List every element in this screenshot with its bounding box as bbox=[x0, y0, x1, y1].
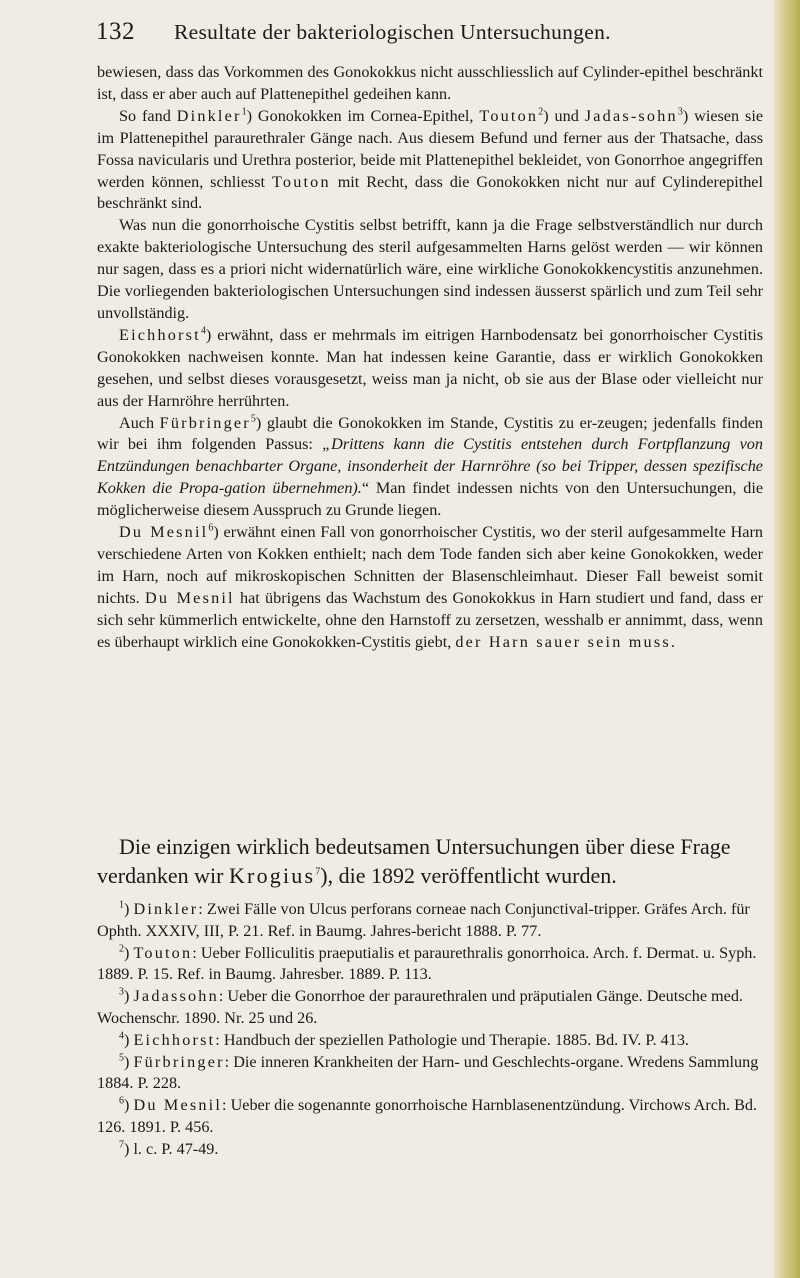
text-run: ) Gonokokken im Cornea-Epithel, bbox=[246, 106, 480, 125]
footnote: $^4$) Eichhorst: Handbuch der speziellen Pathologie und Therapie. 1885. Bd. IV. P. 413. bbox=[119, 1030, 689, 1049]
footnote-author: Eichhorst bbox=[133, 1030, 216, 1049]
page-header bbox=[96, 18, 696, 50]
footnote: $^5$) Fürbringer: Die inneren Krankheiten der Harn- und Geschlechts-organe. Wredens Sammlung 1884. P. 228. bbox=[97, 1052, 759, 1093]
footnote-mark: 2 bbox=[119, 943, 124, 955]
footnote: $^2$) Touton: Ueber Folliculitis praeputialis et paraurethralis gonorrhoica. Arch. f. Dermat. u. Syph. 1889. P. 15. Ref. in Baumg. Jahresber. 1889. P. 113. bbox=[97, 943, 757, 984]
footnote-text: : Ueber Folliculitis praeputialis et paraurethralis gonorrhoica. Arch. f. Dermat. u. Syph. 1889. P. 15. Ref. in Baumg. Jahresber. 1889. P. 113. bbox=[97, 943, 757, 984]
text-run: . bbox=[670, 632, 675, 651]
text-run: ) glaubt die Gonokokken im Stande, Cystitis zu er-zeugen; jedenfalls finden wir bei ihm folgenden Passus: bbox=[97, 413, 763, 454]
text-run: Die einzigen wirklich bedeutsamen Untersuchungen über diese Frage verdanken wir bbox=[97, 834, 731, 888]
text-run: bewiesen, dass das Vorkommen des Gonokokkus nicht ausschliesslich auf Cylinder-epithel beschränkt ist, dass er aber auch auf Plattenepithel gedeihen kann. bbox=[97, 63, 763, 103]
footnote-text: : Ueber die Gonorrhoe der paraurethralen und präputialen Gänge. Deutsche med. Wochenschr. 1890. Nr. 25 und 26. bbox=[97, 987, 743, 1027]
footnote: $^1$) Dinkler: Zwei Fälle von Ulcus perforans corneae nach Conjunctival-tripper. Gräfes Arch. für Ophth. XXXIV, III, P. 21. Ref. in Baumg. Jahres-bericht 1888. P. 77. bbox=[97, 899, 750, 940]
footnote: $^6$) Du Mesnil: Ueber die sogenannte gonorrhoische Harnblasenentzündung. Virchows Arch. Bd. 126. 1891. P. 456. bbox=[97, 1095, 758, 1136]
text-run: ), die 1892 veröffentlicht wurden. bbox=[320, 862, 617, 888]
author-name: Dinkler bbox=[176, 106, 242, 125]
footnote-author: Dinkler bbox=[133, 900, 199, 918]
footnote: $^7$) l. c. P. 47-49. bbox=[119, 1139, 219, 1158]
footnote: $^3$) Jadassohn: Ueber die Gonorrhoe der paraurethralen und präputialen Gänge. Deutsche med. Wochenschr. 1890. Nr. 25 und 26. bbox=[97, 986, 743, 1027]
footnote-ref: 4 bbox=[200, 325, 206, 337]
paragraph bbox=[97, 106, 763, 216]
footnote-ref: 3 bbox=[677, 106, 683, 118]
footnote-ref: 1 bbox=[241, 106, 247, 118]
body-text bbox=[97, 62, 763, 653]
footnote-text: l. c. P. 47-49. bbox=[129, 1139, 219, 1158]
author-name: Du Mesnil bbox=[119, 523, 209, 542]
running-title: Resultate der bakteriologischen Untersuchungen. bbox=[174, 20, 611, 44]
footnote-author: Du Mesnil bbox=[133, 1096, 223, 1115]
footnote-text: : Handbuch der speziellen Pathologie und Therapie. 1885. Bd. IV. P. 413. bbox=[215, 1030, 689, 1049]
footnote-ref: 5 bbox=[250, 413, 256, 425]
text-run: ) erwähnt einen Fall von gonorrhoischer Cystitis, wo der steril aufgesammelte Harn verschiedene Arten von Kokken enthielt; nach dem Tode fanden sich aber keine Gonokokken, weder im Harn, noch auf mikroskopischen Schnitten der Blasenschleimhaut. Dieser Fall beweist somit nichts. bbox=[97, 523, 763, 607]
paragraph bbox=[97, 522, 763, 653]
text-run: hat übrigens das Wachstum des Gonokokkus in Harn studiert und fand, dass er sich sehr kümmerlich entwickelte, ohne den Harnstoff zu zersetzen, wesshalb er annimmt, dass, wenn es überhaupt wirklich eine Gonokokken-Cystitis giebt, bbox=[97, 588, 763, 651]
text-run: ) wiesen sie im Plattenepithel paraurethraler Gänge nach. Aus diesem Befund und ferner aus der Thatsache, dass Fossa navicularis und Urethra posterior, beide mit Plattenepithel bekleidet, von Gonorrhoe angegriffen werden können, schliesst bbox=[97, 106, 764, 191]
paragraph bbox=[97, 325, 763, 413]
quotation: „Drittens kann die Cystitis entstehen durch Fortpflanzung von Entzündungen benachbarter Organe, insonderheit der Harnröhre (so bei Tripper, dessen spezifische Kokken die Propa-gation übernehmen). bbox=[97, 435, 763, 498]
footnote-author: Fürbringer bbox=[133, 1052, 225, 1071]
author-name: Du Mesnil bbox=[144, 588, 235, 607]
author-name: Krogius bbox=[228, 862, 316, 888]
footnote-mark: 6 bbox=[119, 1095, 124, 1107]
footnote-mark: 4 bbox=[119, 1030, 124, 1042]
footnote-text: : Die inneren Krankheiten der Harn- und Geschlechts-organe. Wredens Sammlung 1884. P. 228. bbox=[97, 1052, 759, 1093]
footnote-ref: 7 bbox=[315, 866, 321, 878]
footnote-mark: 1 bbox=[119, 899, 124, 911]
author-name: Jadas-sohn bbox=[584, 106, 678, 125]
text-run: mit Recht, dass die Gonokokken nicht nur auf Cylinderepithel beschränkt sind. bbox=[97, 172, 763, 213]
text-run: Was nun die gonorrhoische Cystitis selbst betrifft, kann ja die Frage selbstverständlich nur durch exakte bakteriologische Untersuchung des steril aufgesammelten Harns gelöst werden — wir können nur sagen, dass es a priori nicht widernatürlich wäre, eine wirkliche Gonokokkencystitis anzunehmen. Die vorliegenden bakteriologischen Untersuchungen sind indessen äusserst spärlich und zum Teil sehr unvollständig. bbox=[97, 216, 763, 322]
paragraph bbox=[97, 413, 763, 523]
text-run: “ Man findet indessen nichts von den Untersuchungen, die möglicherweise diesem Ausspruch zu Grunde liegen. bbox=[97, 479, 763, 520]
footnote-ref: 2 bbox=[538, 106, 544, 118]
footnote-ref: 6 bbox=[208, 522, 214, 534]
page-edge bbox=[774, 0, 800, 1278]
author-name: Eichhorst bbox=[119, 325, 201, 344]
author-name: Fürbringer bbox=[159, 413, 251, 432]
paragraph bbox=[97, 62, 763, 106]
footnotes bbox=[97, 899, 763, 1161]
emphasized-paragraph bbox=[97, 833, 763, 890]
footnote-mark: 5 bbox=[119, 1052, 124, 1064]
footnote-mark: 7 bbox=[119, 1139, 124, 1151]
footnote-author: Jadassohn bbox=[133, 987, 219, 1006]
footnote-text: : Ueber die sogenannte gonorrhoische Harnblasenentzündung. Virchows Arch. Bd. 126. 1891. P. 456. bbox=[97, 1096, 758, 1136]
spaced-emphasis: der Harn sauer sein muss bbox=[455, 632, 671, 651]
text-run: Auch bbox=[119, 413, 160, 432]
text-run: So fand bbox=[119, 106, 177, 125]
footnote-text: : Zwei Fälle von Ulcus perforans corneae nach Conjunctival-tripper. Gräfes Arch. für Ophth. XXXIV, III, P. 21. Ref. in Baumg. Jahres-bericht 1888. P. 77. bbox=[97, 900, 750, 940]
page-number: 132 bbox=[96, 18, 135, 45]
author-name: Touton bbox=[271, 172, 331, 191]
footnote-mark: 3 bbox=[119, 986, 124, 998]
text-run: ) und bbox=[543, 106, 585, 125]
footnote-author: Touton bbox=[133, 943, 193, 962]
author-name: Touton bbox=[479, 106, 539, 125]
paragraph bbox=[97, 215, 763, 325]
text-run: ) erwähnt, dass er mehrmals im eitrigen Harnbodensatz bei gonorrhoischer Cystitis Gonokokken nachweisen konnte. Man hat indessen keine Garantie, dass er wirklich Gonokokken gesehen, und selbst dieses vorausgesetzt, weiss man ja nicht, ob sie aus der Blase oder vielleicht nur aus der Harnröhre herrührten. bbox=[97, 325, 763, 410]
